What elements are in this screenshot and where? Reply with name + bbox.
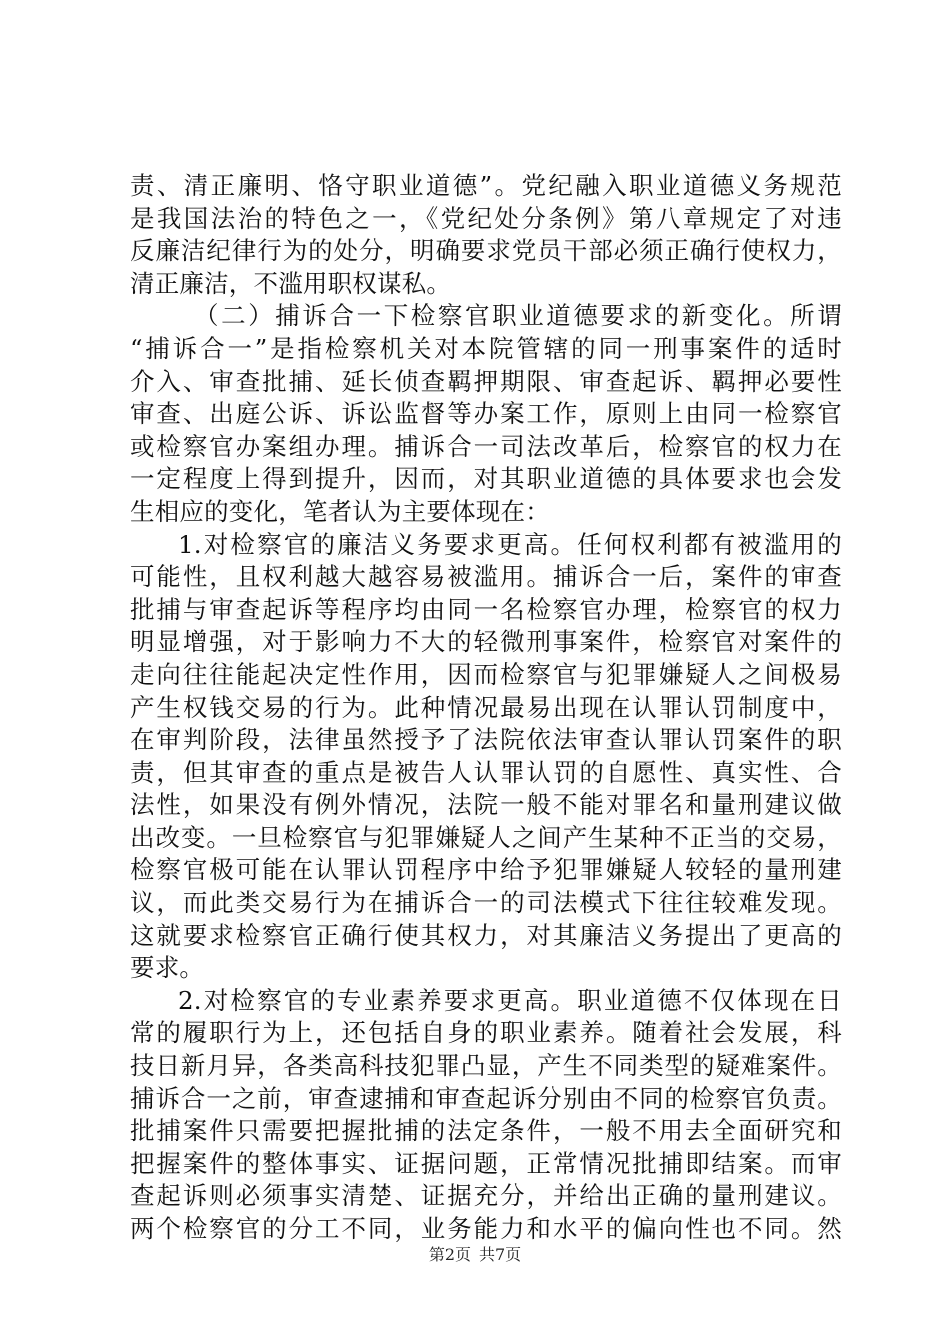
text-line: 在审判阶段，法律虽然授予了法院依法审查认罪认罚案件的职 <box>130 725 842 755</box>
page-total: 共7页 <box>479 1245 522 1264</box>
numbered-item-line: 2.对检察官的专业素养要求更高。职业道德不仅体现在日 <box>178 985 842 1015</box>
text-line: 技日新月异，各类高科技犯罪凸显，产生不同类型的疑难案件。 <box>130 1051 842 1081</box>
text-line: 查起诉则必须事实清楚、证据充分，并给出正确的量刑建议。 <box>130 1181 842 1211</box>
text-line: 产生权钱交易的行为。此种情况最易出现在认罪认罚制度中， <box>130 692 842 722</box>
section-heading-line: （二）捕诉合一下检察官职业道德要求的新变化。所谓 <box>194 301 842 331</box>
text-line: 捕诉合一之前，审查逮捕和审查起诉分别由不同的检察官负责。 <box>130 1083 842 1113</box>
text-line: 出改变。一旦检察官与犯罪嫌疑人之间产生某种不正当的交易， <box>130 822 842 852</box>
text-line: 一定程度上得到提升，因而，对其职业道德的具体要求也会发 <box>130 464 842 494</box>
page-number: 第2页 <box>428 1245 471 1264</box>
text-line: 生相应的变化，笔者认为主要体现在： <box>130 496 550 526</box>
text-line: 反廉洁纪律行为的处分，明确要求党员干部必须正确行使权力， <box>130 236 842 266</box>
document-body <box>130 170 842 1246</box>
text-line: 责，但其审查的重点是被告人认罪认罚的自愿性、真实性、合 <box>130 757 842 787</box>
text-line: 常的履职行为上，还包括自身的职业素养。随着社会发展，科 <box>130 1018 842 1048</box>
text-line: 或检察官办案组办理。捕诉合一司法改革后，检察官的权力在 <box>130 431 842 461</box>
numbered-item-line: 1.对检察官的廉洁义务要求更高。任何权利都有被滥用的 <box>178 529 842 559</box>
text-line: 审查、出庭公诉、诉讼监督等办案工作，原则上由同一检察官 <box>130 399 842 429</box>
text-line: 批捕与审查起诉等程序均由同一名检察官办理，检察官的权力 <box>130 594 842 624</box>
text-line: 法性，如果没有例外情况，法院一般不能对罪名和量刑建议做 <box>130 790 842 820</box>
text-line: 走向往往能起决定性作用，因而检察官与犯罪嫌疑人之间极易 <box>130 659 842 689</box>
text-line: 介入、审查批捕、延长侦查羁押期限、审查起诉、羁押必要性 <box>130 366 842 396</box>
text-line: 明显增强，对于影响力不大的轻微刑事案件，检察官对案件的 <box>130 627 842 657</box>
text-line: 检察官极可能在认罪认罚程序中给予犯罪嫌疑人较轻的量刑建 <box>130 855 842 885</box>
text-line: “捕诉合一”是指检察机关对本院管辖的同一刑事案件的适时 <box>130 333 842 363</box>
text-line: 责、清正廉明、恪守职业道德”。党纪融入职业道德义务规范 <box>130 171 842 200</box>
text-line: 要求。 <box>130 953 205 983</box>
text-line: 议，而此类交易行为在捕诉合一的司法模式下往往较难发现。 <box>130 888 842 918</box>
text-line: 批捕案件只需要把握批捕的法定条件，一般不用去全面研究和 <box>130 1116 842 1146</box>
text-line: 可能性，且权利越大越容易被滥用。捕诉合一后，案件的审查 <box>130 562 842 592</box>
text-line: 把握案件的整体事实、证据问题，正常情况批捕即结案。而审 <box>130 1148 842 1178</box>
text-line: 这就要求检察官正确行使其权力，对其廉洁义务提出了更高的 <box>130 920 842 950</box>
text-line: 是我国法治的特色之一，《党纪处分条例》第八章规定了对违 <box>130 203 842 233</box>
text-line: 两个检察官的分工不同，业务能力和水平的偏向性也不同。然 <box>130 1214 842 1243</box>
text-line: 清正廉洁，不滥用职权谋私。 <box>130 268 452 298</box>
page-footer <box>0 1242 950 1265</box>
